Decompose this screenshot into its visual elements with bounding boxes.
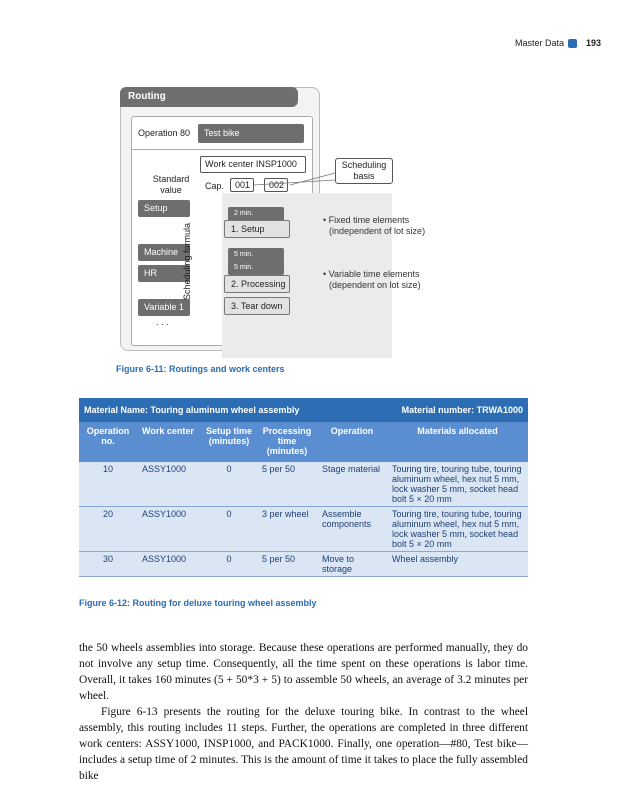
col-operation-no: Operation no. xyxy=(79,422,137,462)
cell-op: 10 xyxy=(79,462,137,507)
col-processing-time: Processing time (minutes) xyxy=(257,422,317,462)
cell-wc: ASSY1000 xyxy=(137,462,201,507)
std-value-setup: Setup xyxy=(138,200,190,217)
figure-6-11-caption: Figure 6-11: Routings and work centers xyxy=(116,364,285,374)
section-title: Master Data xyxy=(514,38,564,48)
routing-table xyxy=(79,398,528,577)
time-machine: 5 min. xyxy=(228,248,284,262)
fixed-note: • Fixed time elements xyxy=(323,215,410,225)
operation-label: Operation 80 xyxy=(138,128,191,138)
standard-value-label: Standard value xyxy=(152,174,190,195)
std-value-machine: Machine xyxy=(138,244,190,261)
cell-operation: Move to storage xyxy=(317,552,387,577)
step-teardown: 3. Tear down xyxy=(224,297,290,315)
col-operation: Operation xyxy=(317,422,387,462)
cell-proc: 3 per wheel xyxy=(257,507,317,552)
operation-name: Test bike xyxy=(198,124,304,143)
col-work-center: Work center xyxy=(137,422,201,462)
cell-op: 30 xyxy=(79,552,137,577)
scheduling-basis-box: Scheduling basis xyxy=(335,158,393,184)
cell-wc: ASSY1000 xyxy=(137,552,201,577)
std-value-hr: HR xyxy=(138,265,190,282)
cell-op: 20 xyxy=(79,507,137,552)
cell-materials: Wheel assembly xyxy=(387,552,528,577)
table-row xyxy=(79,552,528,577)
time-setup: 2 min. xyxy=(228,207,284,221)
variable-note: • Variable time elements xyxy=(323,269,420,279)
col-setup-time: Setup time (minutes) xyxy=(201,422,257,462)
cap-label: Cap. xyxy=(205,181,225,191)
body-paragraph-2: Figure 6-13 presents the routing for the deluxe touring bike. In contrast to the wheel assembly, this routing includes 11 steps. Further, the operations are completed in three different work centers: ASSY1000, INSP1000, and PACK1000. Finally, one operation—#80, Test bike—includes a setup time of 2 minutes. This is the amount of time it takes to place the fully assembled bike xyxy=(79,706,528,782)
cell-wc: ASSY1000 xyxy=(137,507,201,552)
cell-setup: 0 xyxy=(201,552,257,577)
cell-materials: Touring tire, touring tube, touring aluminum wheel, hex nut 5 mm, lock washer 5 mm, socket head bolt 5 × 20 mm xyxy=(387,507,528,552)
material-number: Material number: TRWA1000 xyxy=(317,398,528,422)
step-processing: 2. Processing xyxy=(224,275,290,293)
cell-proc: 5 per 50 xyxy=(257,462,317,507)
cell-setup: 0 xyxy=(201,462,257,507)
table-header-row xyxy=(79,422,528,462)
time-hr: 5 min. xyxy=(228,261,284,275)
cap-value-2: 002 xyxy=(264,178,288,192)
col-materials: Materials allocated xyxy=(387,422,528,462)
std-value-variable: Variable 1 xyxy=(138,299,190,316)
cell-proc: 5 per 50 xyxy=(257,552,317,577)
variable-note-sub: (dependent on lot size) xyxy=(329,280,421,290)
table-row xyxy=(79,507,528,552)
body-paragraph-1: the 50 wheels assemblies into storage. Because these operations are performed manually, they do not involve any setup time. Consequently, all the time spent on these operations is labor time. Overall, it takes 160 minutes (5 + 50*3 + 5) to assemble 50 wheels, an average of 3.2 minutes per wheel. xyxy=(79,642,528,702)
ellipsis: . . . xyxy=(156,317,169,327)
routing-title: Routing xyxy=(120,87,298,107)
cell-operation: Stage material xyxy=(317,462,387,507)
page-number: 193 xyxy=(586,38,602,48)
material-name: Material Name: Touring aluminum wheel assembly xyxy=(79,398,317,422)
cap-value-1: 001 xyxy=(230,178,254,192)
cell-materials: Touring tire, touring tube, touring aluminum wheel, hex nut 5 mm, lock washer 5 mm, socket head bolt 5 × 20 mm xyxy=(387,462,528,507)
work-center-box: Work center INSP1000 xyxy=(200,156,306,173)
fixed-note-sub: (independent of lot size) xyxy=(329,226,426,236)
scheduling-formula-label: Scheduling formula xyxy=(182,222,192,300)
step-setup: 1. Setup xyxy=(224,220,290,238)
cell-setup: 0 xyxy=(201,507,257,552)
table-row xyxy=(79,462,528,507)
cell-operation: Assemble components xyxy=(317,507,387,552)
table-title-row xyxy=(79,398,528,422)
figure-6-12-caption: Figure 6-12: Routing for deluxe touring wheel assembly xyxy=(79,598,317,608)
